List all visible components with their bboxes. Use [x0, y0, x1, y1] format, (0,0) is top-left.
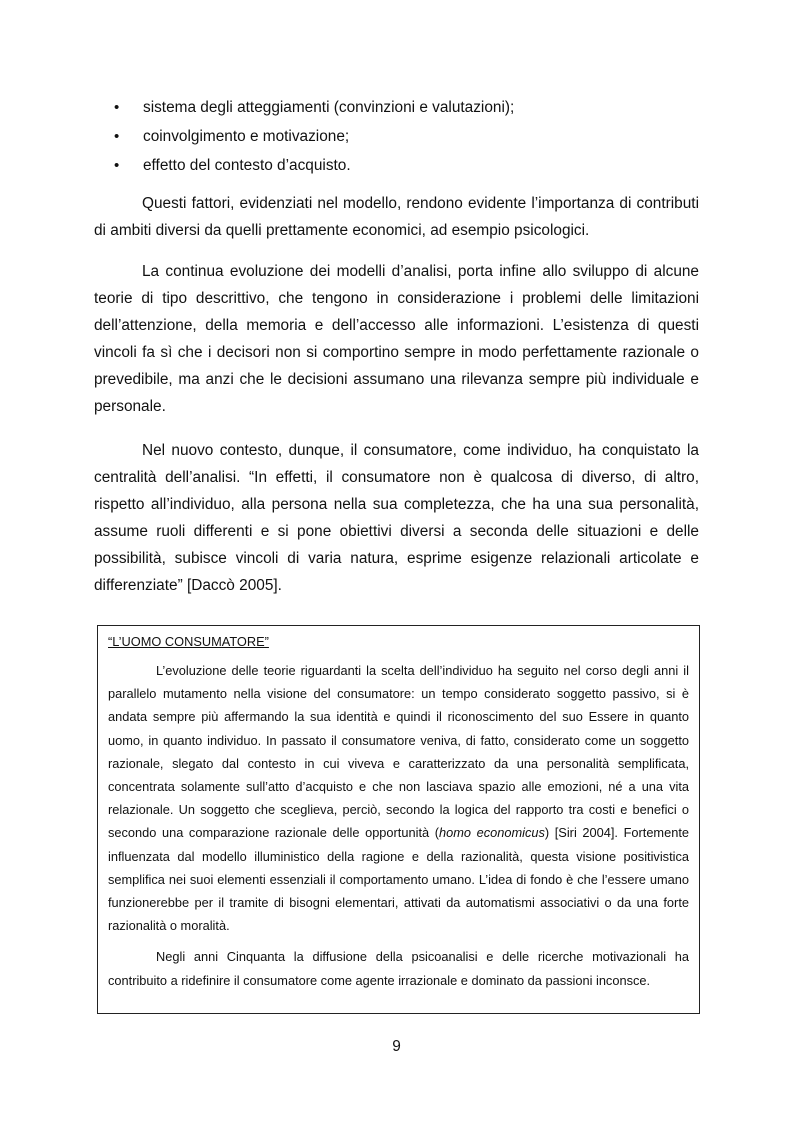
page-number: 9 [392, 1038, 401, 1055]
bullet-icon: • [114, 128, 120, 145]
bullet-icon: • [114, 99, 120, 116]
list-item: • sistema degli atteggiamenti (convinzioni e valutazioni); [112, 93, 702, 122]
box-paragraph: L’evoluzione delle teorie riguardanti la scelta dell’individuo ha seguito nel corso degli anni il parallelo mutamento nella visione del consumatore: un tempo considerato soggetto passivo, si è andata sempre più affermando la sua identità e quindi il riconoscimento del suo Essere in quanto uomo, in quanto individuo. In passato il consumatore veniva, di fatto, considerato come un soggetto razionale, slegato dal contesto in cui viveva e caratterizzato da una personalità semplificata, concentrata solamente sull’atto d’acquisto e che non lasciava spazio alle emozioni, né a una vita relazionale. Un soggetto che sceglieva, perciò, secondo la logica del rapporto tra costi e benefici o secondo una comparazione razionale delle opportunità (homo economicus) [Siri 2004]. Fortemente influenzata dal modello illuministico della ragione e della razionalità, questa visione positivistica semplifica nei suoi elementi essenziali il comportamento umano. L’idea di fondo è che l’essere umano funzionerebbe per il tramite di bisogni elementari, attivati da automatismi associativi o da una forte razionalità o moralità. [108, 663, 690, 934]
bullet-icon: • [114, 157, 120, 174]
box-title: “L’UOMO CONSUMATORE” [108, 634, 269, 649]
body-paragraph: Nel nuovo contesto, dunque, il consumatore, come individuo, ha conquistato la centralità dell’analisi. “In effetti, il consumatore non è qualcosa di diverso, di altro, rispetto all’individuo, alla persona nella sua completezza, che ha una sua personalità, assume ruoli differenti e si pone obiettivi diversi a seconda delle situazioni e delle possibilità, subisce vincoli di varia natura, esprime esigenze relazionali articolate e differenziate” [Daccò 2005]. [94, 442, 699, 594]
list-item: • coinvolgimento e motivazione; [112, 122, 702, 151]
italic-term: homo economicus [438, 825, 545, 841]
body-paragraph: La continua evoluzione dei modelli d’analisi, porta infine allo sviluppo di alcune teorie di tipo descrittivo, che tengono in considerazione i problemi delle limitazioni dell’attenzione, della memoria e dell’accesso alle informazioni. L’esistenza di questi vincoli fa sì che i decisori non si comportino sempre in modo perfettamente razionale o prevedibile, ma anzi che le decisioni assumano una rilevanza sempre più individuale e personale. [94, 263, 699, 415]
sidebar-box [97, 625, 700, 1014]
box-paragraph: Negli anni Cinquanta la diffusione della psicoanalisi e delle ricerche motivazionali ha contribuito a ridefinire il consumatore come agente irrazionale e dominato da passioni inconsce. [108, 949, 689, 988]
list-item: • effetto del contesto d’acquisto. [112, 151, 702, 180]
body-paragraph: Questi fattori, evidenziati nel modello, rendono evidente l’importanza di contributi di ambiti diversi da quelli prettamente economici, ad esempio psicologici. [94, 195, 699, 239]
bullet-list [112, 93, 702, 180]
